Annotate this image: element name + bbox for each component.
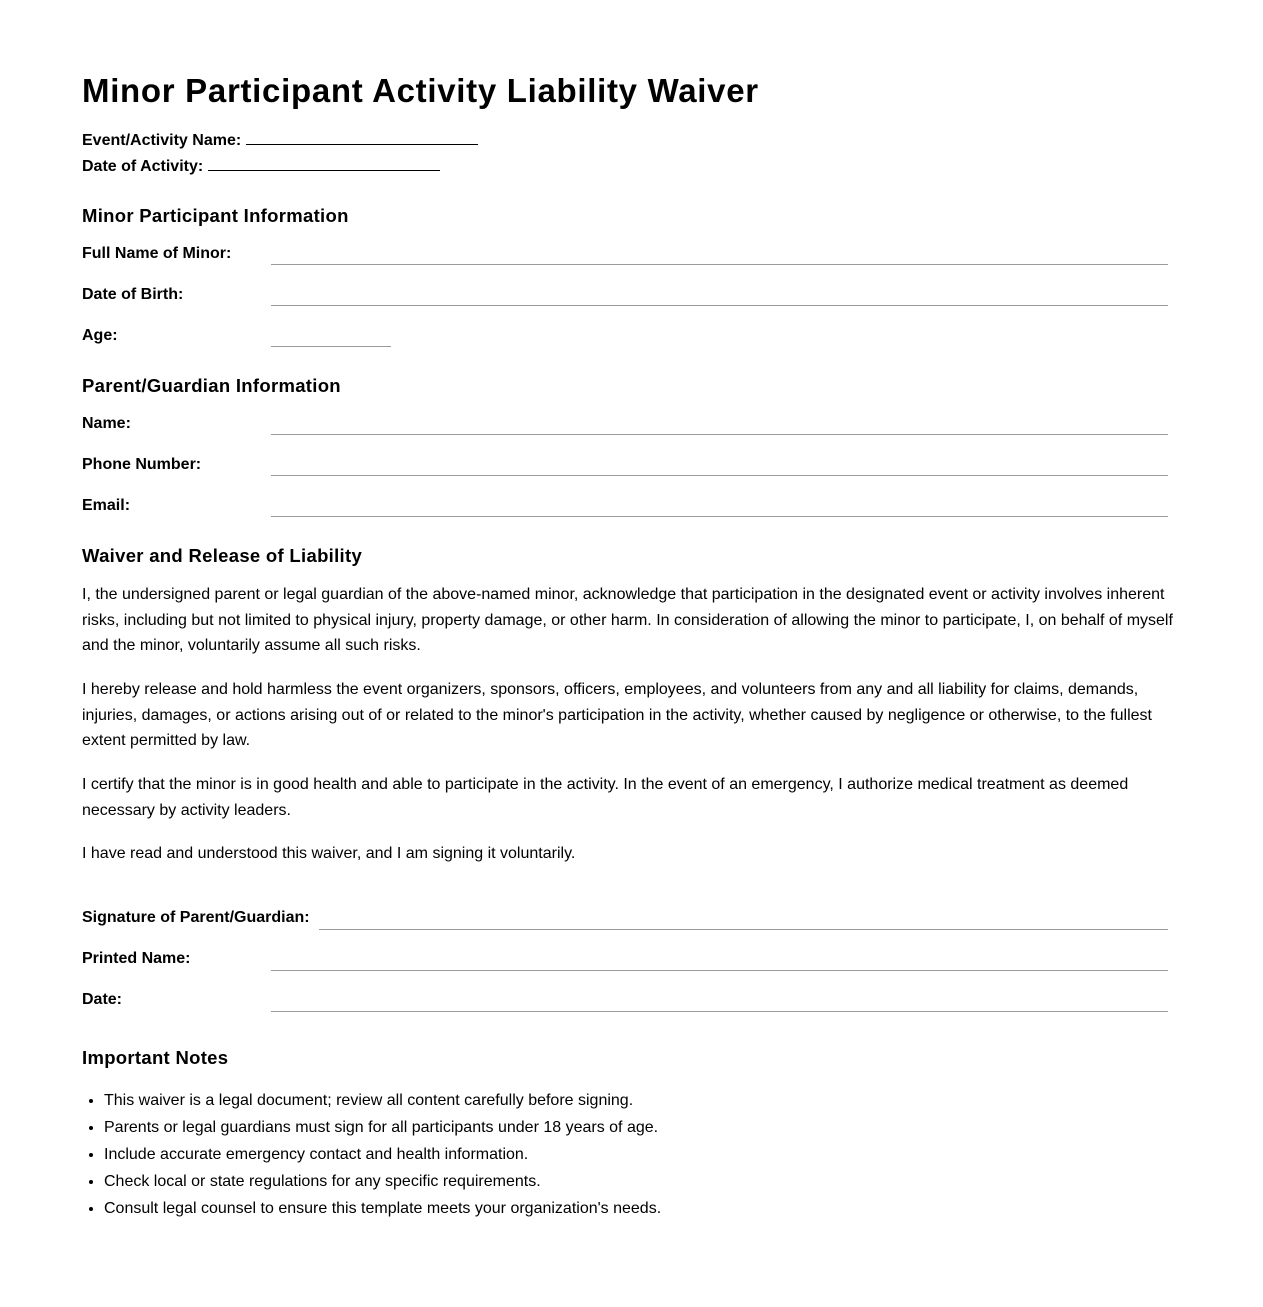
event-date-row	[82, 156, 440, 176]
printed-name-label: Printed Name:	[82, 950, 191, 967]
signature-date-field[interactable]	[271, 1011, 1168, 1012]
notes-list	[82, 1087, 661, 1222]
event-name-blank[interactable]	[246, 130, 478, 145]
event-name-label: Event/Activity Name:	[82, 132, 242, 149]
guardian-email-field[interactable]	[271, 516, 1168, 517]
waiver-section-heading: Waiver and Release of Liability	[82, 545, 363, 566]
minor-dob-field[interactable]	[271, 305, 1168, 306]
minor-dob-label: Date of Birth:	[82, 286, 184, 303]
guardian-phone-field[interactable]	[271, 475, 1168, 476]
signature-label: Signature of Parent/Guardian:	[82, 909, 310, 926]
printed-name-field[interactable]	[271, 970, 1168, 971]
event-date-label: Date of Activity:	[82, 158, 204, 175]
signature-date-label: Date:	[82, 991, 123, 1008]
minor-section-heading: Minor Participant Information	[82, 205, 349, 226]
list-item: • This waiver is a legal document; review all content carefully before signing.	[104, 1087, 661, 1114]
list-item: • Consult legal counsel to ensure this template meets your organization's needs.	[104, 1195, 661, 1222]
event-date-blank[interactable]	[208, 156, 440, 171]
list-item: • Include accurate emergency contact and health information.	[104, 1141, 661, 1168]
waiver-paragraph: I, the undersigned parent or legal guardian of the above-named minor, acknowledge that participation in the designated event or activity involves inherent risks, including but not limited to physical injury, property damage, or other harm. In consideration of allowing the minor to participate, I, on behalf of myself and the minor, voluntarily assume all such risks.	[82, 586, 1173, 654]
page-title: Minor Participant Activity Liability Waiver	[82, 72, 759, 109]
guardian-name-field[interactable]	[271, 434, 1168, 435]
list-item: • Check local or state regulations for any specific requirements.	[104, 1168, 661, 1195]
list-item: • Parents or legal guardians must sign for all participants under 18 years of age.	[104, 1114, 661, 1141]
waiver-paragraph: I hereby release and hold harmless the event organizers, sponsors, officers, employees, and volunteers from any and all liability for claims, demands, injuries, damages, or actions arising out of or related to the minor's participation in the activity, whether caused by negligence or otherwise, to the fullest extent permitted by law.	[82, 681, 1152, 749]
waiver-paragraph: I certify that the minor is in good health and able to participate in the activity. In the event of an emergency, I authorize medical treatment as deemed necessary by activity leaders.	[82, 776, 1129, 819]
signature-field[interactable]	[319, 929, 1168, 930]
minor-age-field[interactable]	[271, 346, 391, 347]
guardian-email-label: Email:	[82, 497, 131, 514]
guardian-name-label: Name:	[82, 415, 131, 432]
waiver-paragraph: I have read and understood this waiver, and I am signing it voluntarily.	[82, 845, 576, 862]
minor-age-label: Age:	[82, 327, 118, 344]
notes-section-heading: Important Notes	[82, 1047, 229, 1068]
guardian-section-heading: Parent/Guardian Information	[82, 375, 341, 396]
event-name-row	[82, 130, 478, 150]
minor-full-name-field[interactable]	[271, 264, 1168, 265]
minor-full-name-label: Full Name of Minor:	[82, 245, 232, 262]
guardian-phone-label: Phone Number:	[82, 456, 202, 473]
